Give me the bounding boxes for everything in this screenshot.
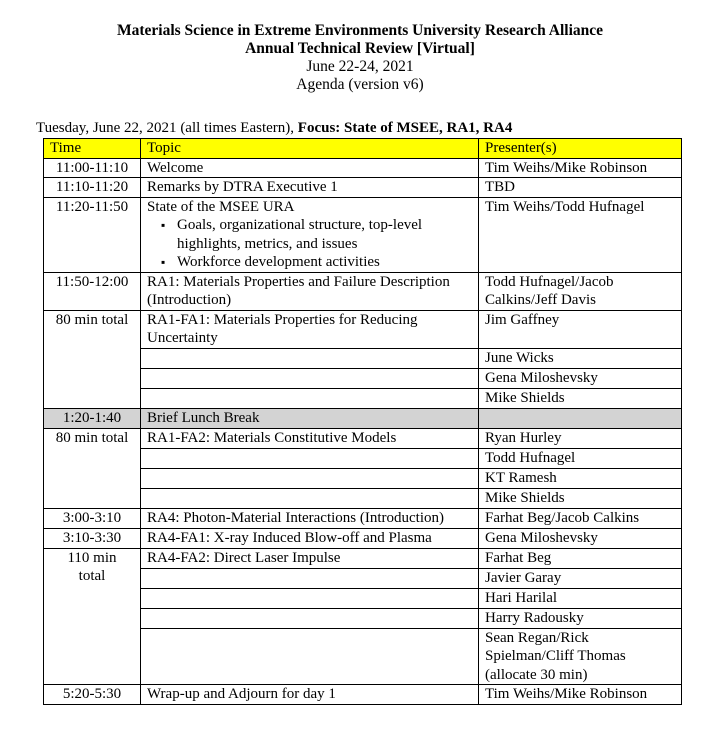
row-topic: RA4: Photon-Material Interactions (Introduction) — [141, 508, 479, 528]
row-topic: Brief Lunch Break — [141, 408, 479, 428]
row-presenter: Gena Miloshevsky — [479, 528, 682, 548]
row-time: 80 min total — [44, 428, 141, 508]
table-row — [44, 548, 682, 568]
row-presenter: Jim Gaffney — [479, 310, 682, 348]
row-topic — [141, 197, 479, 272]
row-topic: Remarks by DTRA Executive 1 — [141, 178, 479, 198]
row-time: 11:20-11:50 — [44, 197, 141, 272]
row-topic-empty — [141, 588, 479, 608]
row-topic: Wrap-up and Adjourn for day 1 — [141, 685, 479, 705]
row-topic: RA1-FA1: Materials Properties for Reducing Uncertainty — [141, 310, 479, 348]
row-time: 11:50-12:00 — [44, 272, 141, 310]
row-presenter: Farhat Beg/Jacob Calkins — [479, 508, 682, 528]
review-dates: June 22-24, 2021 — [306, 58, 414, 75]
table-row — [44, 508, 682, 528]
agenda-version: Agenda (version v6) — [296, 76, 424, 93]
day-heading — [36, 120, 512, 137]
row-presenter: Mike Shields — [479, 388, 682, 408]
row-presenter: Todd Hufnagel — [479, 448, 682, 468]
review-title: Annual Technical Review [Virtual] — [245, 40, 475, 57]
table-row — [44, 310, 682, 348]
row-presenter: Hari Harilal — [479, 588, 682, 608]
table-header-row — [44, 139, 682, 159]
lunch-row — [44, 408, 682, 428]
row-topic-empty — [141, 568, 479, 588]
table-row — [44, 197, 682, 272]
row-presenter: Ryan Hurley — [479, 428, 682, 448]
row-topic: RA1: Materials Properties and Failure Description (Introduction) — [141, 272, 479, 310]
row-topic-empty — [141, 448, 479, 468]
table-row — [44, 528, 682, 548]
row-presenter: Mike Shields — [479, 488, 682, 508]
row-time: 5:20-5:30 — [44, 685, 141, 705]
row-presenter: June Wicks — [479, 348, 682, 368]
day-date: Tuesday, June 22, 2021 — [36, 120, 177, 136]
row-time: 80 min total — [44, 310, 141, 408]
table-row — [44, 685, 682, 705]
table-row — [44, 428, 682, 448]
row-presenter: Javier Garay — [479, 568, 682, 588]
topic-bullet-list — [147, 216, 472, 272]
row-time: 11:10-11:20 — [44, 178, 141, 198]
table-row — [44, 272, 682, 310]
row-time: 110 min total — [44, 548, 141, 685]
row-topic-title: State of the MSEE URA — [147, 198, 295, 215]
topic-bullet: ▪ Workforce development activities — [177, 253, 472, 272]
header-presenters: Presenter(s) — [479, 139, 682, 159]
row-time: 3:10-3:30 — [44, 528, 141, 548]
row-presenter — [479, 408, 682, 428]
row-presenter: Harry Radousky — [479, 608, 682, 628]
row-topic-empty — [141, 628, 479, 685]
row-presenter: Tim Weihs/Mike Robinson — [479, 158, 682, 178]
table-row — [44, 158, 682, 178]
document-header — [0, 22, 720, 94]
row-presenter: Gena Miloshevsky — [479, 368, 682, 388]
topic-bullet: ▪ Goals, organizational structure, top-level highlights, metrics, and issues — [177, 216, 472, 253]
row-presenter: Tim Weihs/Mike Robinson — [479, 685, 682, 705]
row-presenter: TBD — [479, 178, 682, 198]
row-topic: RA4-FA2: Direct Laser Impulse — [141, 548, 479, 568]
row-topic-empty — [141, 348, 479, 368]
row-topic-empty — [141, 488, 479, 508]
agenda-table — [43, 138, 682, 705]
header-topic: Topic — [141, 139, 479, 159]
row-topic-empty — [141, 368, 479, 388]
row-presenter: Sean Regan/Rick Spielman/Cliff Thomas (allocate 30 min) — [479, 628, 682, 685]
row-time: 3:00-3:10 — [44, 508, 141, 528]
row-presenter: Todd Hufnagel/Jacob Calkins/Jeff Davis — [479, 272, 682, 310]
row-presenter: Tim Weihs/Todd Hufnagel — [479, 197, 682, 272]
row-presenter: Farhat Beg — [479, 548, 682, 568]
table-row — [44, 178, 682, 198]
alliance-title: Materials Science in Extreme Environments University Research Alliance — [116, 22, 604, 39]
row-topic-empty — [141, 388, 479, 408]
row-topic: RA4-FA1: X-ray Induced Blow-off and Plasma — [141, 528, 479, 548]
header-time: Time — [44, 139, 141, 159]
row-topic: Welcome — [141, 158, 479, 178]
row-presenter: KT Ramesh — [479, 468, 682, 488]
day-note: (all times Eastern), — [176, 120, 298, 136]
row-topic-empty — [141, 608, 479, 628]
row-topic-empty — [141, 468, 479, 488]
row-time: 1:20-1:40 — [44, 408, 141, 428]
day-focus: Focus: State of MSEE, RA1, RA4 — [297, 120, 513, 136]
row-topic: RA1-FA2: Materials Constitutive Models — [141, 428, 479, 448]
row-time: 11:00-11:10 — [44, 158, 141, 178]
